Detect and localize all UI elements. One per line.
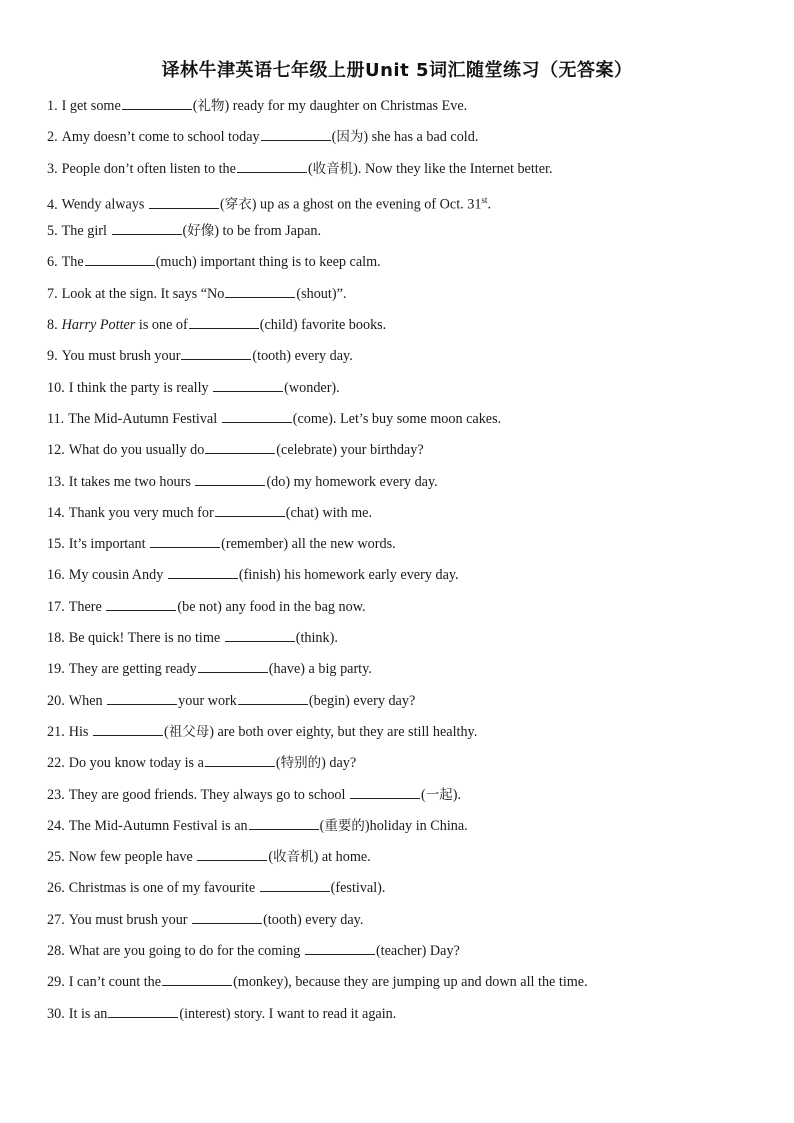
question-text: (come). Let’s buy some moon cakes. bbox=[292, 410, 502, 427]
question-text: ). Now they like the Internet better. bbox=[353, 160, 553, 177]
question-item bbox=[47, 563, 767, 594]
question-text: (remember) all the new words. bbox=[221, 536, 396, 553]
question-item bbox=[47, 1002, 767, 1033]
question-text: ( bbox=[268, 849, 274, 866]
question-text: (interest) story. I want to read it again. bbox=[179, 1005, 397, 1022]
question-text: your work bbox=[178, 692, 237, 709]
question-text: I think the party is really bbox=[68, 379, 213, 396]
question-text: ( bbox=[182, 223, 188, 240]
answer-blank[interactable] bbox=[168, 564, 238, 579]
question-text: (have) a big party. bbox=[268, 661, 372, 678]
answer-blank[interactable] bbox=[149, 194, 219, 209]
answer-blank[interactable] bbox=[181, 345, 251, 360]
chinese-hint: 穿衣 bbox=[224, 196, 252, 213]
chinese-hint: 礼物 bbox=[197, 98, 225, 114]
question-item bbox=[47, 814, 767, 845]
question-number: 20. bbox=[47, 692, 65, 709]
question-item bbox=[47, 282, 767, 313]
question-item bbox=[47, 407, 767, 438]
question-text: ( bbox=[331, 129, 337, 146]
question-text: It’s important bbox=[68, 536, 150, 553]
answer-blank[interactable] bbox=[107, 690, 177, 705]
question-text: (be not) any food in the bag now. bbox=[177, 598, 366, 615]
answer-blank[interactable] bbox=[122, 95, 192, 110]
question-text: ). bbox=[452, 786, 462, 803]
question-text: ( bbox=[192, 98, 198, 114]
question-item bbox=[47, 219, 767, 250]
question-item bbox=[47, 689, 767, 720]
question-text: Amy doesn’t come to school today bbox=[61, 129, 260, 146]
answer-blank[interactable] bbox=[205, 752, 275, 767]
chinese-hint: 特别的 bbox=[280, 755, 322, 772]
question-text: You must brush your bbox=[68, 911, 192, 928]
question-item bbox=[47, 908, 767, 939]
question-number: 21. bbox=[47, 723, 65, 740]
answer-blank[interactable] bbox=[225, 283, 295, 298]
answer-blank[interactable] bbox=[197, 846, 267, 861]
chinese-hint: 一起 bbox=[425, 786, 453, 803]
question-number: 10. bbox=[47, 379, 65, 396]
question-text: (celebrate) your birthday? bbox=[276, 442, 424, 459]
question-text: What are you going to do for the coming bbox=[68, 943, 304, 960]
question-text: ( bbox=[275, 755, 281, 772]
answer-blank[interactable] bbox=[237, 158, 307, 173]
question-text: Wendy always bbox=[61, 196, 148, 213]
question-number: 14. bbox=[47, 504, 65, 521]
question-item bbox=[47, 783, 767, 814]
question-number: 5. bbox=[47, 223, 58, 240]
question-item bbox=[47, 376, 767, 407]
question-number: 23. bbox=[47, 786, 65, 803]
question-text: ) day? bbox=[321, 755, 357, 772]
answer-blank[interactable] bbox=[93, 721, 163, 736]
question-number: 11. bbox=[47, 410, 65, 427]
question-text: ( bbox=[307, 160, 313, 177]
question-item bbox=[47, 470, 767, 501]
question-text: ( bbox=[421, 786, 426, 803]
question-text: They are good friends. They always go to school bbox=[68, 786, 349, 803]
question-item bbox=[47, 125, 767, 156]
question-text: People don’t often listen to the bbox=[61, 160, 236, 177]
chinese-hint: 收音机 bbox=[312, 160, 354, 177]
question-number: 1. bbox=[47, 98, 58, 114]
ordinal-suffix: st bbox=[481, 194, 488, 205]
question-item bbox=[47, 501, 767, 532]
question-item bbox=[47, 876, 767, 907]
question-list bbox=[47, 94, 767, 1033]
question-item bbox=[47, 438, 767, 469]
question-text: ( bbox=[164, 723, 169, 740]
question-number: 16. bbox=[47, 567, 65, 584]
question-text: Do you know today is a bbox=[68, 755, 204, 772]
question-number: 29. bbox=[47, 974, 65, 991]
chinese-hint: 好像 bbox=[187, 223, 215, 240]
book-title: Harry Potter bbox=[61, 317, 136, 334]
question-text: It is an bbox=[68, 1005, 108, 1022]
question-number: 7. bbox=[47, 285, 58, 302]
answer-blank[interactable] bbox=[215, 502, 285, 517]
answer-blank[interactable] bbox=[213, 377, 283, 392]
question-text: (finish) his homework early every day. bbox=[238, 567, 459, 584]
question-text: They are getting ready bbox=[68, 661, 197, 678]
answer-blank[interactable] bbox=[150, 533, 220, 548]
question-item bbox=[47, 626, 767, 657]
question-text: (wonder). bbox=[284, 379, 340, 396]
question-text: (shout)”. bbox=[296, 285, 347, 302]
question-item bbox=[47, 344, 767, 375]
question-text: ( bbox=[319, 817, 325, 834]
answer-blank[interactable] bbox=[238, 690, 308, 705]
chinese-hint: 因为 bbox=[336, 129, 364, 146]
question-item bbox=[47, 250, 767, 281]
question-number: 3. bbox=[47, 160, 58, 177]
answer-blank[interactable] bbox=[305, 940, 375, 955]
question-text: ) ready for my daughter on Christmas Eve. bbox=[224, 98, 468, 114]
question-text: ) she has a bad cold. bbox=[363, 129, 479, 146]
question-text: (festival). bbox=[330, 880, 386, 897]
question-number: 13. bbox=[47, 473, 65, 490]
question-text: ) to be from Japan. bbox=[214, 223, 322, 240]
question-text: The bbox=[61, 254, 84, 271]
question-text: ( bbox=[219, 196, 225, 213]
answer-blank[interactable] bbox=[261, 126, 331, 141]
question-text: Christmas is one of my favourite bbox=[68, 880, 259, 897]
question-text: ) up as a ghost on the evening of Oct. 31 bbox=[251, 196, 482, 213]
answer-blank[interactable] bbox=[249, 815, 319, 830]
answer-blank[interactable] bbox=[112, 220, 182, 235]
answer-blank[interactable] bbox=[189, 314, 259, 329]
question-text: Be quick! There is no time bbox=[68, 630, 224, 647]
question-number: 6. bbox=[47, 254, 58, 271]
question-text: (teacher) Day? bbox=[375, 943, 460, 960]
answer-blank[interactable] bbox=[106, 596, 176, 611]
question-number: 12. bbox=[47, 442, 65, 459]
answer-blank[interactable] bbox=[260, 877, 330, 892]
page-title: 译林牛津英语七年级上册Unit 5词汇随堂练习（无答案） bbox=[161, 60, 633, 81]
question-text: (child) favorite books. bbox=[259, 317, 387, 334]
question-text: Look at the sign. It says “No bbox=[61, 285, 225, 302]
question-number: 18. bbox=[47, 630, 65, 647]
question-item bbox=[47, 657, 767, 688]
question-item bbox=[47, 313, 767, 344]
question-number: 28. bbox=[47, 943, 65, 960]
question-item bbox=[47, 720, 767, 751]
question-item bbox=[47, 939, 767, 970]
question-text: There bbox=[68, 598, 106, 615]
question-item bbox=[47, 845, 767, 876]
question-number: 26. bbox=[47, 880, 65, 897]
question-number: 19. bbox=[47, 661, 65, 678]
question-item bbox=[47, 188, 767, 219]
question-number: 30. bbox=[47, 1005, 65, 1022]
question-text: (do) my homework every day. bbox=[266, 473, 438, 490]
question-text: The Mid-Autumn Festival bbox=[68, 410, 221, 427]
question-item bbox=[47, 595, 767, 626]
question-text: What do you usually do bbox=[68, 442, 205, 459]
question-text: (think). bbox=[295, 630, 338, 647]
question-text: His bbox=[68, 723, 92, 740]
question-item bbox=[47, 94, 767, 125]
question-text: I get some bbox=[61, 98, 121, 114]
question-text: ) are both over eighty, but they are still healthy. bbox=[209, 723, 478, 740]
question-text: The girl bbox=[61, 223, 111, 240]
question-text: You must brush your bbox=[61, 348, 181, 365]
answer-blank[interactable] bbox=[195, 471, 265, 486]
question-text: Now few people have bbox=[68, 849, 197, 866]
question-text: is one of bbox=[135, 317, 188, 334]
answer-blank[interactable] bbox=[222, 408, 292, 423]
question-text: (tooth) every day. bbox=[263, 911, 364, 928]
question-text: . bbox=[487, 196, 491, 213]
question-text: (much) important thing is to keep calm. bbox=[155, 254, 381, 271]
answer-blank[interactable] bbox=[85, 251, 155, 266]
question-text: My cousin Andy bbox=[68, 567, 167, 584]
chinese-hint: 祖父母 bbox=[168, 723, 210, 740]
answer-blank[interactable] bbox=[225, 627, 295, 642]
question-text: (tooth) every day. bbox=[252, 348, 353, 365]
question-item bbox=[47, 751, 767, 782]
question-number: 8. bbox=[47, 317, 58, 334]
chinese-hint: 重要的 bbox=[324, 817, 365, 834]
question-text: (begin) every day? bbox=[308, 692, 416, 709]
question-item bbox=[47, 532, 767, 563]
question-number: 24. bbox=[47, 817, 65, 834]
answer-blank[interactable] bbox=[162, 971, 232, 986]
question-text: (monkey), because they are jumping up and down all the time. bbox=[233, 974, 588, 991]
question-number: 22. bbox=[47, 755, 65, 772]
chinese-hint: 收音机 bbox=[273, 849, 314, 866]
question-item bbox=[47, 970, 767, 1001]
question-number: 25. bbox=[47, 849, 65, 866]
question-number: 4. bbox=[47, 196, 58, 213]
question-number: 17. bbox=[47, 598, 65, 615]
question-text: I can’t count the bbox=[68, 974, 162, 991]
question-text: (chat) with me. bbox=[285, 504, 373, 521]
question-number: 2. bbox=[47, 129, 58, 146]
answer-blank[interactable] bbox=[192, 909, 262, 924]
answer-blank[interactable] bbox=[108, 1003, 178, 1018]
question-text: )holiday in China. bbox=[364, 817, 468, 834]
answer-blank[interactable] bbox=[350, 784, 420, 799]
question-text: When bbox=[68, 692, 107, 709]
answer-blank[interactable] bbox=[205, 439, 275, 454]
question-text: The Mid-Autumn Festival is an bbox=[68, 817, 248, 834]
question-number: 27. bbox=[47, 911, 65, 928]
question-number: 15. bbox=[47, 536, 65, 553]
question-text: ) at home. bbox=[313, 849, 371, 866]
question-item bbox=[47, 157, 767, 188]
question-text: It takes me two hours bbox=[68, 473, 195, 490]
answer-blank[interactable] bbox=[198, 658, 268, 673]
question-text: Thank you very much for bbox=[68, 504, 214, 521]
question-number: 9. bbox=[47, 348, 58, 365]
